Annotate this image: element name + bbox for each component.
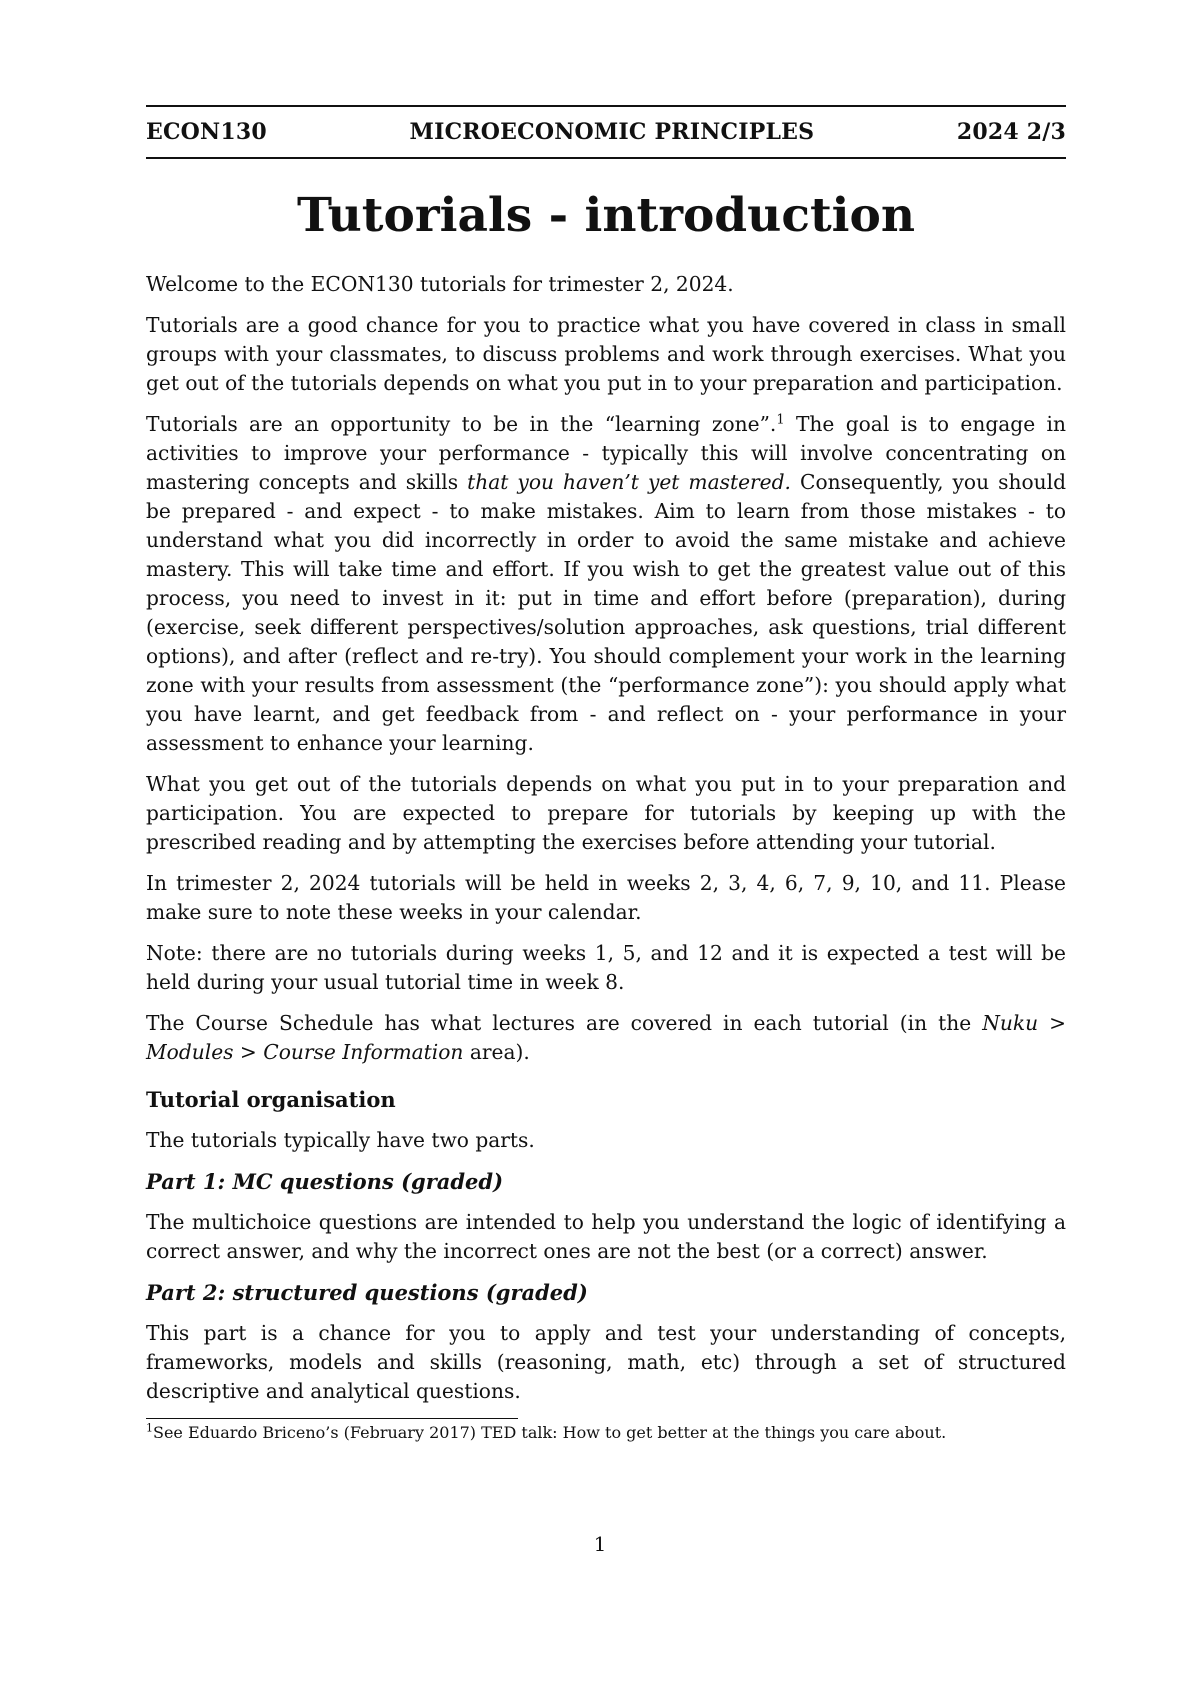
learning-zone-paragraph — [146, 410, 1066, 758]
document-page — [146, 105, 1066, 1444]
footnote — [146, 1422, 1066, 1444]
schedule-paragraph — [146, 1009, 1066, 1067]
organisation-heading: Tutorial organisation — [146, 1086, 396, 1112]
organisation-intro: The tutorials typically have two parts. — [146, 1127, 535, 1152]
learning-zone-text-3: Consequently, you should be prepared - and expect - to make mistakes. Aim to learn from those mistakes - to understand what you did incorrectly in order to avoid the same mistake and achieve mastery. This will take time and effort. If you wish to get the greatest value out of this process, you need to invest in it: put in time and effort before (preparation), during (exercise, seek different perspectives/solution approaches, ask questions, trial different options), and after (reflect and re-try). You should complement your work in the learning zone with your results from assessment (the “performance zone”): you should apply what you have learnt, and get feedback from - and reflect on - your performance in your assessment to enhance your learning. — [146, 469, 1066, 755]
schedule-text-1: The Course Schedule has what lectures are covered in each tutorial (in the — [146, 1010, 983, 1035]
preparation-paragraph: What you get out of the tutorials depends on what you put in to your preparation and participation. You are expected to prepare for tutorials by keeping up with the prescribed reading and by attempting the exercises before attending your tutorial. — [146, 771, 1066, 854]
course-name: MICROECONOMIC PRINCIPLES — [409, 119, 815, 145]
page-number: 1 — [593, 1532, 607, 1556]
footnote-divider — [146, 1418, 518, 1419]
course-code: ECON130 — [146, 119, 267, 145]
term-label: 2024 2/3 — [956, 119, 1066, 145]
part2-text: This part is a chance for you to apply and test your understanding of concepts, frameworks, models and skills (reasoning, math, etc) through a set of structured descriptive and analytical questions. — [146, 1320, 1066, 1403]
footnote-reference: 1 — [776, 411, 785, 427]
weeks-paragraph: In trimester 2, 2024 tutorials will be held in weeks 2, 3, 4, 6, 7, 9, 10, and 11. Please make sure to note these weeks in your calendar. — [146, 870, 1066, 924]
part1-heading: Part 1: MC questions (graded) — [146, 1168, 504, 1194]
running-header — [146, 105, 1066, 159]
footnote-text: See Eduardo Briceno’s (February 2017) TED talk: How to get better at the things you care about. — [153, 1422, 947, 1442]
welcome-paragraph: Welcome to the ECON130 tutorials for trimester 2, 2024. — [146, 271, 734, 296]
part2-heading: Part 2: structured questions (graded) — [146, 1279, 588, 1305]
learning-zone-text-2: The goal is to engage in activities to improve your performance - typically this will involve concentrating on mastering concepts and skills — [146, 411, 1066, 494]
intro-paragraph: Tutorials are a good chance for you to practice what you have covered in class in small groups with your classmates, to discuss problems and work through exercises. What you get out of the tutorials depends on what you put in to your preparation and participation. — [146, 312, 1066, 395]
page-title: Tutorials - introduction — [296, 188, 916, 243]
schedule-text-2: area). — [463, 1039, 530, 1064]
learning-zone-text-1: Tutorials are an opportunity to be in the “learning zone”. — [146, 411, 777, 436]
schedule-location: Nuku > Modules > Course Information — [146, 1010, 1067, 1064]
footnote-mark: 1 — [146, 1421, 153, 1435]
part1-text: The multichoice questions are intended to help you understand the logic of identifying a correct answer, and why the incorrect ones are not the best (or a correct) answer. — [146, 1209, 1066, 1263]
learning-zone-emphasis: that you haven’t yet mastered. — [467, 469, 791, 494]
note-paragraph: Note: there are no tutorials during weeks 1, 5, and 12 and it is expected a test will be held during your usual tutorial time in week 8. — [146, 940, 1066, 994]
